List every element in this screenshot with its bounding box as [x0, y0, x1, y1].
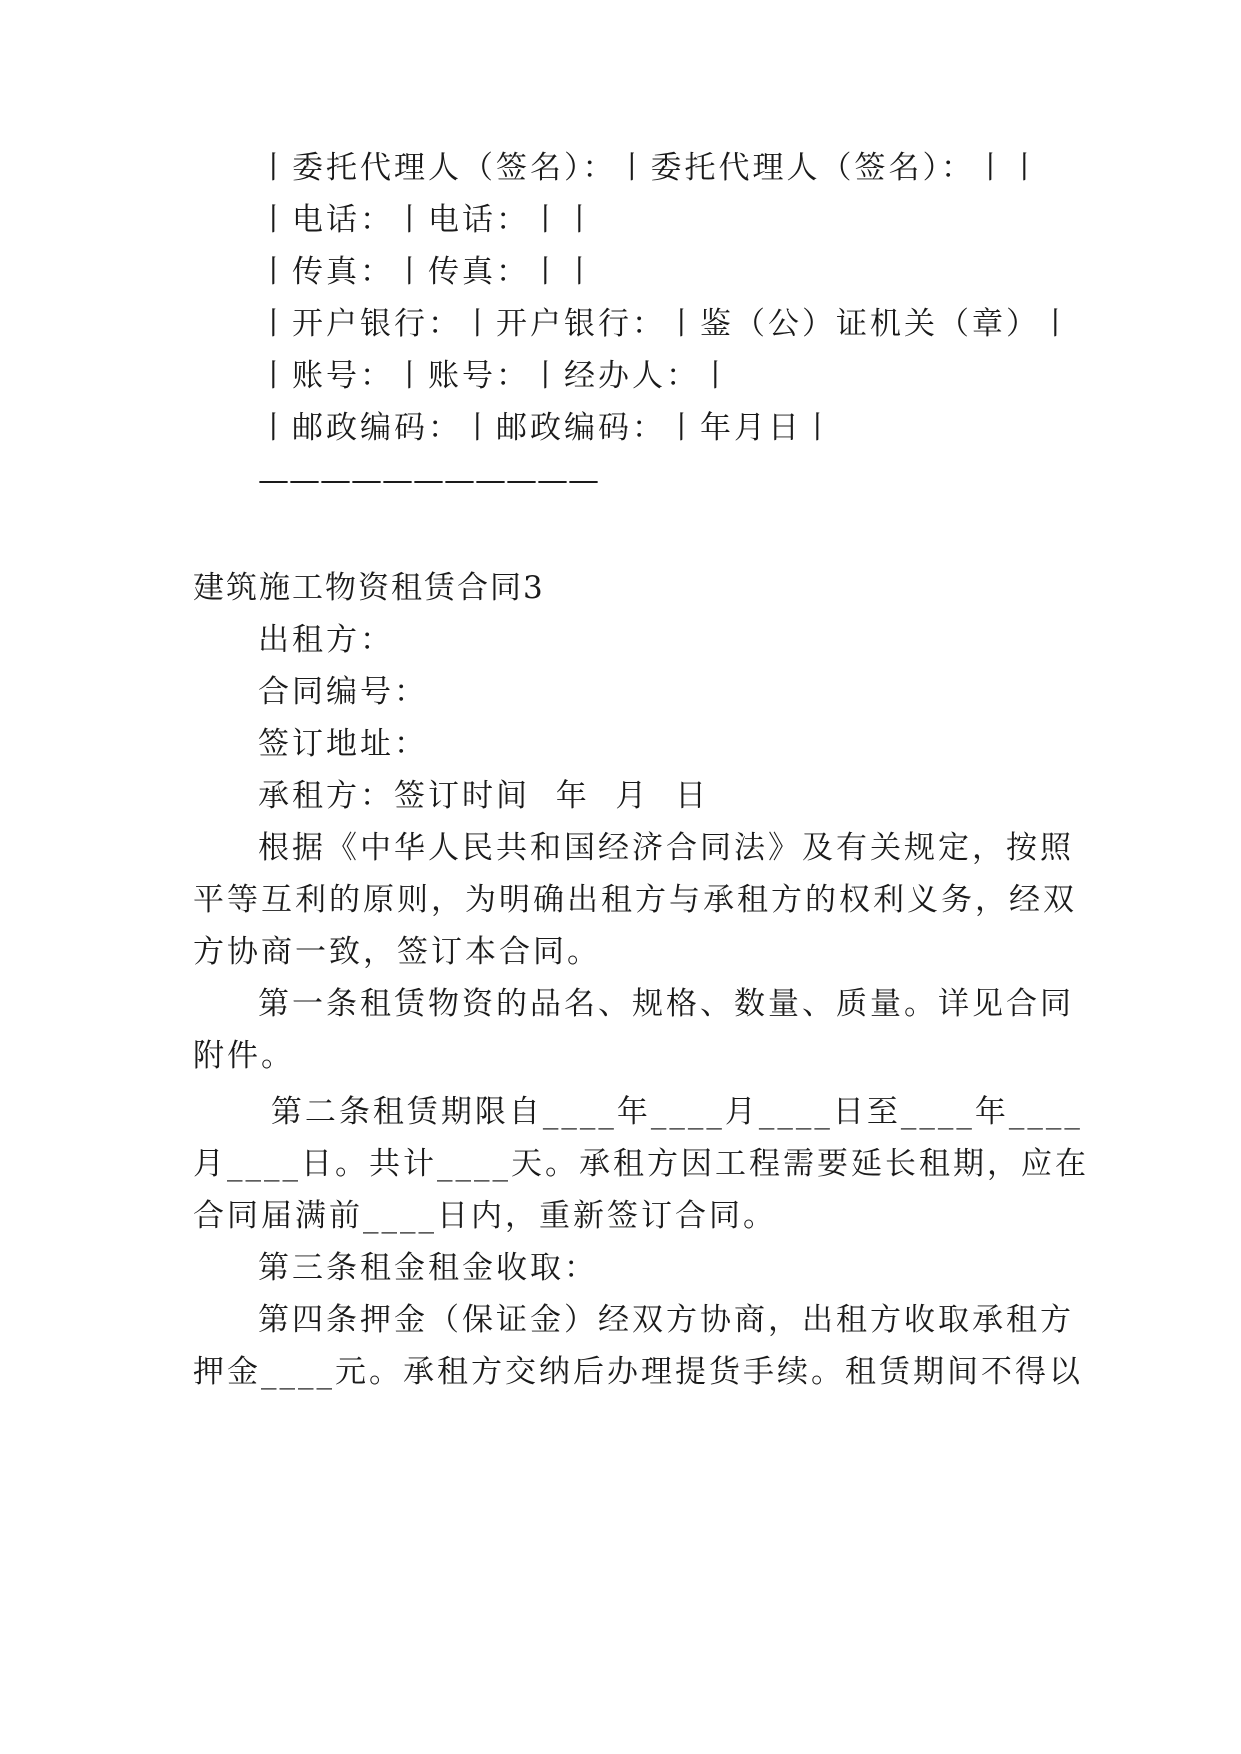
sign-place-field: 签订地址：: [258, 726, 428, 762]
lessee-sign-time-field: 承租方：签订时间 年 月 日: [258, 778, 710, 814]
article-1-line-2: 附件。: [193, 1038, 295, 1074]
article-2-line-2: 月____日。共计____天。承租方因工程需要延长租期，应在: [193, 1146, 1089, 1182]
preamble-line-3: 方协商一致，签订本合同。: [193, 934, 601, 970]
table-row-fax: 丨传真：丨传真：丨丨: [258, 254, 598, 290]
article-2-line-1: 第二条租赁期限自____年____月____日至____年____: [258, 1094, 1083, 1130]
contract-title: 建筑施工物资租赁合同3: [193, 570, 545, 606]
article-3: 第三条租金租金收取：: [258, 1250, 598, 1286]
table-row-agent: 丨委托代理人（签名）：丨委托代理人（签名）：丨丨: [258, 150, 1043, 186]
table-row-postcode: 丨邮政编码：丨邮政编码：丨年月日丨: [258, 410, 836, 446]
article-4-line-2: 押金____元。承租方交纳后办理提货手续。租赁期间不得以: [193, 1354, 1083, 1390]
table-row-bank: 丨开户银行：丨开户银行：丨鉴（公）证机关（章）丨: [258, 306, 1074, 342]
preamble-line-2: 平等互利的原则，为明确出租方与承租方的权利义务，经双: [193, 882, 1077, 918]
article-2-line-3: 合同届满前____日内，重新签订合同。: [193, 1198, 777, 1234]
article-1-line-1: 第一条租赁物资的品名、规格、数量、质量。详见合同: [258, 986, 1074, 1022]
contract-number-field: 合同编号：: [258, 674, 428, 710]
table-row-account: 丨账号：丨账号：丨经办人：丨: [258, 358, 734, 394]
article-4-line-1: 第四条押金（保证金）经双方协商，出租方收取承租方: [258, 1302, 1074, 1338]
lessor-field: 出租方：: [258, 622, 394, 658]
preamble-line-1: 根据《中华人民共和国经济合同法》及有关规定，按照: [258, 830, 1074, 866]
table-row-phone: 丨电话：丨电话：丨丨: [258, 202, 598, 238]
table-separator: ———————————: [258, 462, 599, 498]
